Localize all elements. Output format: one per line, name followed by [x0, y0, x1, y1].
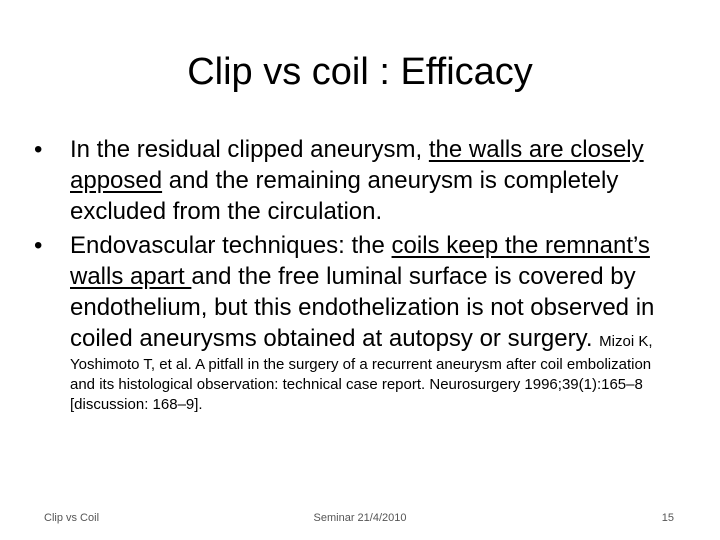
citation-lead: Mizoi K, [599, 333, 653, 350]
bullet-item-clipping [0, 134, 720, 227]
bullet-list [0, 134, 720, 415]
bullet-text: and the remaining aneurysm is completely excluded from the circulation. [70, 167, 619, 225]
bullet-text: Endovascular techniques: the [70, 232, 392, 259]
bullet-marker: • [34, 232, 43, 259]
footer-date: Seminar 21/4/2010 [313, 512, 407, 524]
footer-title: Clip vs Coil [44, 512, 100, 524]
citation: Yoshimoto T, et al. A pitfall in the surgery of a recurrent aneurysm after coil embolization and its histological observation: technical case report. Neurosurgery 1996;39(1):165–8 [discussion: 168–9]. [70, 356, 652, 413]
bullet-text: In the residual clipped aneurysm, [70, 136, 429, 163]
bullet-marker: • [34, 136, 43, 163]
slide-title: Clip vs coil : Efficacy [187, 51, 533, 93]
bullet-text: and the free luminal surface is covered by endothelium, but this endothelization is not observed in coiled aneurysms obtained at autopsy or surgery. [70, 263, 655, 352]
underlined-phrase: the walls are closely apposed [70, 136, 644, 194]
underlined-phrase: coils keep the remnant’s walls apart [70, 232, 650, 290]
bullet-item-endovascular [0, 230, 720, 415]
page-number: 15 [661, 512, 674, 524]
